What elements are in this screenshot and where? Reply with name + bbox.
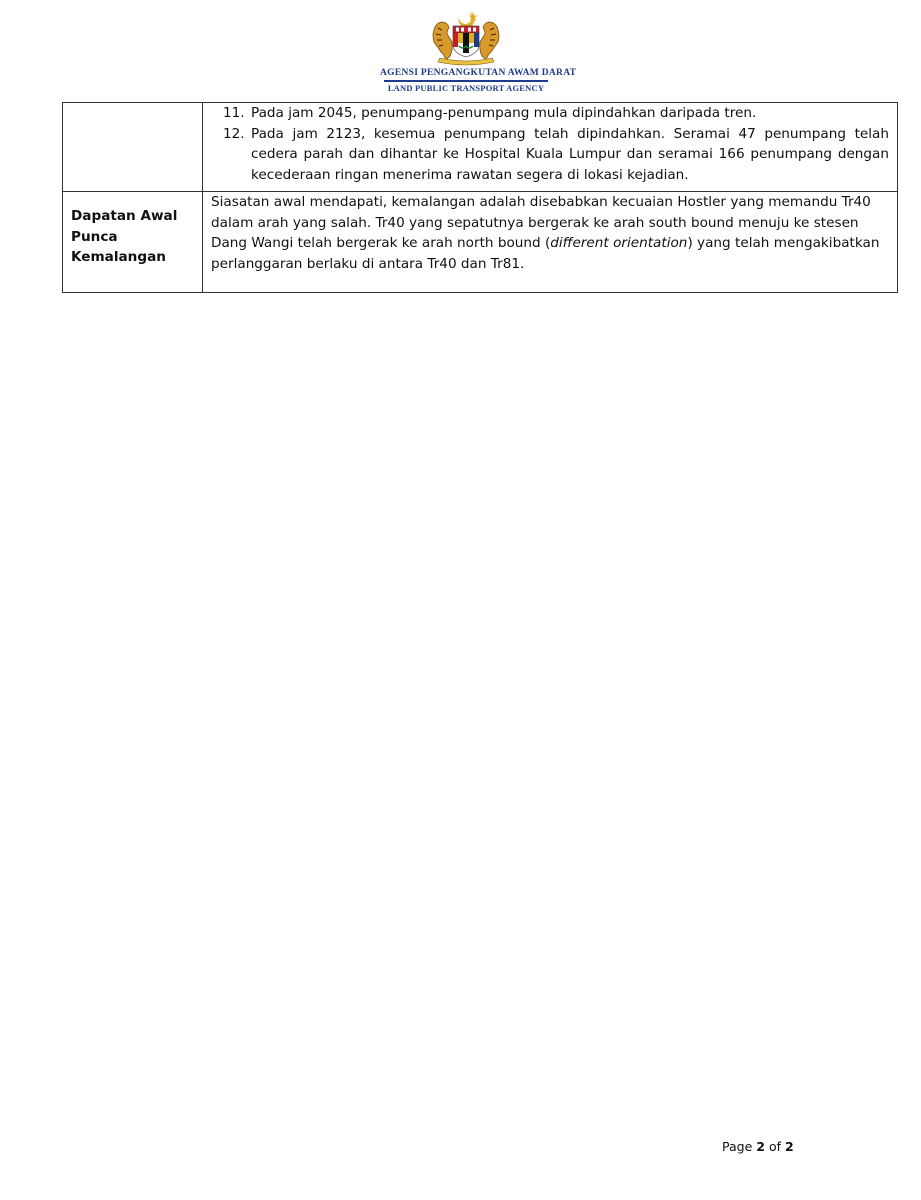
list-item-number: 11. bbox=[223, 105, 245, 121]
current-page: 2 bbox=[756, 1139, 765, 1154]
finding-content-cell bbox=[203, 192, 898, 293]
timeline-content-cell bbox=[203, 103, 898, 192]
list-item-text: Pada jam 2045, penumpang-penumpang mula dipindahkan daripada tren. bbox=[251, 105, 757, 121]
page-header bbox=[380, 8, 577, 93]
malaysia-coat-of-arms-icon bbox=[426, 8, 506, 66]
finding-text-after: ) yang telah mengakibatkan perlanggaran berlaku di antara Tr40 dan Tr81. bbox=[211, 235, 880, 272]
finding-text-before: Siasatan awal mendapati, kemalangan adalah disebabkan kecuaian Hostler yang memandu Tr40 dalam arah yang salah. Tr40 yang sepatutnya bergerak ke arah south bound menuju ke stesen Dang Wangi telah bergerak ke arah north bound ( bbox=[211, 194, 871, 251]
agency-name-malay: AGENSI PENGANGKUTAN AWAM DARAT bbox=[380, 68, 577, 78]
page-word: Page bbox=[722, 1139, 753, 1154]
list-item-number: 12. bbox=[223, 125, 245, 142]
finding-row bbox=[63, 192, 898, 293]
finding-text bbox=[211, 192, 889, 274]
list-item bbox=[211, 103, 889, 124]
finding-label: Dapatan Awal Punca Kemalangan bbox=[63, 192, 203, 293]
agency-divider bbox=[384, 80, 548, 82]
incident-report-table bbox=[62, 102, 898, 293]
total-pages: 2 bbox=[784, 1139, 794, 1154]
timeline-list bbox=[211, 103, 889, 185]
timeline-row bbox=[63, 103, 898, 192]
list-item bbox=[211, 124, 889, 186]
timeline-label-cell bbox=[63, 103, 203, 192]
of-word: of bbox=[768, 1139, 781, 1154]
page-number bbox=[722, 1139, 794, 1154]
finding-text-italic: different orientation bbox=[550, 235, 688, 251]
agency-name-english: LAND PUBLIC TRANSPORT AGENCY bbox=[387, 83, 545, 93]
list-item-text: Pada jam 2123, kesemua penumpang telah dipindahkan. Seramai 47 penumpang telah cedera parah dan dihantar ke Hospital Kuala Lumpur dan seramai 166 penumpang dengan kecederaan ringan menerima rawatan segera di lokasi kejadian. bbox=[251, 125, 889, 183]
